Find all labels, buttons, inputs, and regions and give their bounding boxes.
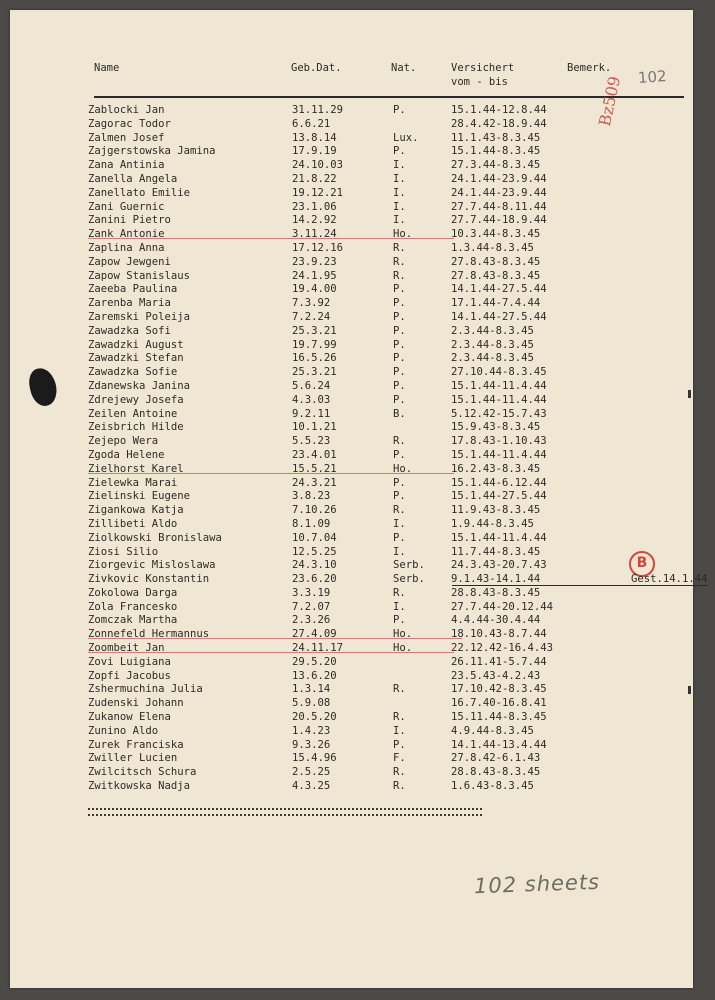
- row-insured-period: 11.1.43-8.3.45: [451, 131, 541, 144]
- row-insured-period: 15.1.44-6.12.44: [451, 476, 547, 489]
- row-dob: 5.9.08: [292, 697, 331, 710]
- row-nationality: P.: [393, 352, 406, 365]
- row-nationality: P.: [393, 614, 406, 627]
- row-nationality: I.: [393, 200, 406, 213]
- header-insured-sub: vom - bis: [451, 76, 508, 88]
- row-name: Zaplina Anna: [88, 241, 165, 254]
- row-name: Zomczak Martha: [88, 614, 178, 627]
- row-name: Zgoda Helene: [88, 448, 165, 461]
- row-nationality: R.: [393, 241, 406, 254]
- header-remarks: Bemerk.: [567, 62, 612, 74]
- row-nationality: Serb.: [393, 559, 425, 572]
- row-dob: 15.4.96: [292, 752, 337, 765]
- row-nationality: P.: [393, 104, 406, 116]
- row-nationality: I.: [393, 600, 406, 613]
- table-row: [10, 352, 693, 366]
- row-insured-period: 26.11.41-5.7.44: [451, 655, 547, 668]
- row-dob: 3.11.24: [292, 228, 337, 241]
- row-name: Zapow Jewgeni: [88, 255, 171, 268]
- table-row: [10, 283, 693, 297]
- table-row: [10, 725, 693, 739]
- table-row: [10, 173, 693, 187]
- row-dob: 7.3.92: [292, 297, 331, 310]
- table-row: [10, 325, 693, 339]
- row-nationality: P.: [393, 324, 406, 337]
- row-nationality: R.: [393, 780, 406, 793]
- table-row: [10, 463, 693, 477]
- table-row: [10, 752, 693, 766]
- row-insured-period: 27.7.44-20.12.44: [451, 600, 554, 613]
- row-insured-period: 11.7.44-8.3.45: [451, 545, 541, 558]
- row-dob: 6.6.21: [292, 117, 331, 130]
- row-nationality: F.: [393, 752, 406, 765]
- row-insured-period: 24.1.44-23.9.44: [451, 172, 547, 185]
- row-insured-period: 2.3.44-8.3.45: [451, 324, 534, 337]
- row-dob: 8.1.09: [292, 517, 331, 530]
- row-insured-period: 17.8.43-1.10.43: [451, 435, 547, 448]
- row-insured-period: 27.8.43-8.3.45: [451, 255, 541, 268]
- row-dob: 19.4.00: [292, 283, 337, 296]
- row-nationality: P.: [393, 338, 406, 351]
- row-dob: 17.12.16: [292, 241, 344, 254]
- table-row: [10, 256, 693, 270]
- row-dob: 4.3.25: [292, 780, 331, 793]
- row-insured-period: 15.1.44-11.4.44: [451, 531, 547, 544]
- row-nationality: P.: [393, 448, 406, 461]
- row-insured-period: 16.2.43-8.3.45: [451, 462, 541, 475]
- row-name: Zwilcitsch Schura: [88, 766, 197, 779]
- row-nationality: Ho.: [393, 228, 413, 241]
- row-nationality: P.: [393, 366, 406, 379]
- row-insured-period: 15.1.44-27.5.44: [451, 490, 547, 503]
- row-dob: 31.11.29: [292, 104, 344, 116]
- row-insured-period: 15.1.44-12.8.44: [451, 104, 547, 116]
- table-row: [10, 518, 693, 532]
- row-nationality: I.: [393, 724, 406, 737]
- header-insured: Versichert: [451, 62, 515, 74]
- row-dob: 10.7.04: [292, 531, 337, 544]
- row-dob: 19.12.21: [292, 186, 344, 199]
- row-dob: 25.3.21: [292, 324, 337, 337]
- row-name: Zablocki Jan: [88, 104, 165, 116]
- row-name: Zank Antonie: [88, 228, 165, 241]
- row-name: Zawadzki Stefan: [88, 352, 184, 365]
- row-name: Zopfi Jacobus: [88, 669, 171, 682]
- row-dob: 21.8.22: [292, 172, 337, 185]
- row-dob: 16.5.26: [292, 352, 337, 365]
- row-nationality: P.: [393, 531, 406, 544]
- row-name: Ziorgevic Misloslawa: [88, 559, 216, 572]
- row-name: Zanellato Emilie: [88, 186, 191, 199]
- red-circle-stamp: B: [629, 551, 655, 577]
- row-nationality: P.: [393, 490, 406, 503]
- row-nationality: P.: [393, 310, 406, 323]
- table-row: [10, 214, 693, 228]
- table-row: [10, 449, 693, 463]
- row-name: Ziolkowski Bronislawa: [88, 531, 222, 544]
- row-name: Zudenski Johann: [88, 697, 184, 710]
- row-insured-period: 15.1.44-11.4.44: [451, 448, 547, 461]
- row-name: Zdanewska Janina: [88, 379, 191, 392]
- row-insured-period: 2.3.44-8.3.45: [451, 352, 534, 365]
- row-dob: 23.9.23: [292, 255, 337, 268]
- row-name: Zajgerstowska Jamina: [88, 145, 216, 158]
- row-name: Zshermuchina Julia: [88, 683, 203, 696]
- red-handwritten-code: Bz509: [595, 74, 625, 128]
- row-nationality: I.: [393, 172, 406, 185]
- row-nationality: R.: [393, 586, 406, 599]
- row-insured-period: 9.1.43-14.1.44: [451, 573, 541, 586]
- row-dob: 3.8.23: [292, 490, 331, 503]
- row-dob: 1.3.14: [292, 683, 331, 696]
- table-row: [10, 408, 693, 422]
- row-dob: 13.8.14: [292, 131, 337, 144]
- red-strike-line: [88, 638, 462, 639]
- red-strike-line: [88, 652, 454, 653]
- row-insured-period: 14.1.44-27.5.44: [451, 283, 547, 296]
- row-dob: 9.2.11: [292, 407, 331, 420]
- row-dob: 13.6.20: [292, 669, 337, 682]
- row-nationality: R.: [393, 504, 406, 517]
- row-insured-period: 27.10.44-8.3.45: [451, 366, 547, 379]
- row-nationality: Ho.: [393, 462, 413, 475]
- table-row: [10, 656, 693, 670]
- table-row: [10, 394, 693, 408]
- table-row: [10, 573, 708, 587]
- row-nationality: R.: [393, 766, 406, 779]
- row-insured-period: 11.9.43-8.3.45: [451, 504, 541, 517]
- row-insured-period: 14.1.44-27.5.44: [451, 310, 547, 323]
- row-name: Zielewka Marai: [88, 476, 178, 489]
- row-insured-period: 28.8.43-8.3.45: [451, 766, 541, 779]
- table-row: [10, 670, 693, 684]
- row-name: Zagorac Todor: [88, 117, 171, 130]
- row-nationality: Ho.: [393, 628, 413, 641]
- row-insured-period: 1.6.43-8.3.45: [451, 780, 534, 793]
- table-row: [10, 270, 693, 284]
- row-name: Zivkovic Konstantin: [88, 573, 210, 586]
- row-name: Zarenba Maria: [88, 297, 171, 310]
- row-dob: 23.4.01: [292, 448, 337, 461]
- table-row: [10, 201, 693, 215]
- closing-rule: [88, 808, 482, 816]
- row-insured-period: 27.7.44-18.9.44: [451, 214, 547, 227]
- row-dob: 9.3.26: [292, 738, 331, 751]
- row-dob: 24.3.21: [292, 476, 337, 489]
- row-insured-period: 27.8.42-6.1.43: [451, 752, 541, 765]
- red-strike-line: [88, 238, 454, 239]
- row-name: Zaeeba Paulina: [88, 283, 178, 296]
- row-nationality: Ho.: [393, 642, 413, 655]
- row-nationality: P.: [393, 379, 406, 392]
- row-nationality: R.: [393, 435, 406, 448]
- row-name: Zoombeit Jan: [88, 642, 165, 655]
- table-row: [10, 159, 693, 173]
- register-table: [10, 104, 708, 794]
- row-dob: 24.1.95: [292, 269, 337, 282]
- pencil-page-count: 102: [637, 67, 668, 87]
- row-dob: 24.10.03: [292, 159, 344, 172]
- header-name: Name: [94, 62, 120, 74]
- row-dob: 7.2.07: [292, 600, 331, 613]
- row-dob: 7.10.26: [292, 504, 337, 517]
- row-name: Zawadzki August: [88, 338, 184, 351]
- row-nationality: B.: [393, 407, 406, 420]
- row-name: Zielhorst Karel: [88, 462, 184, 475]
- row-insured-period: 2.3.44-8.3.45: [451, 338, 534, 351]
- table-row: [10, 104, 693, 118]
- row-nationality: P.: [393, 297, 406, 310]
- row-dob: 7.2.24: [292, 310, 331, 323]
- row-insured-period: 17.1.44-7.4.44: [451, 297, 541, 310]
- row-nationality: I.: [393, 517, 406, 530]
- row-name: Zaremski Poleija: [88, 310, 191, 323]
- row-insured-period: 27.3.44-8.3.45: [451, 159, 541, 172]
- table-row: [10, 532, 693, 546]
- table-row: [10, 477, 693, 491]
- red-strike-line: [88, 473, 454, 474]
- row-name: Zdrejewy Josefa: [88, 393, 184, 406]
- row-insured-period: 28.8.43-8.3.45: [451, 586, 541, 599]
- row-remark: Gest.14.1.44: [631, 573, 708, 586]
- row-nationality: P.: [393, 283, 406, 296]
- row-insured-period: 22.12.42-16.4.43: [451, 642, 554, 655]
- row-insured-period: 23.5.43-4.2.43: [451, 669, 541, 682]
- row-dob: 24.3.10: [292, 559, 337, 572]
- row-dob: 23.6.20: [292, 573, 337, 586]
- table-row: [10, 780, 693, 794]
- table-row: [10, 297, 693, 311]
- row-dob: 23.1.06: [292, 200, 337, 213]
- row-insured-period: 4.4.44-30.4.44: [451, 614, 541, 627]
- table-row: [10, 145, 693, 159]
- row-insured-period: 17.10.42-8.3.45: [451, 683, 547, 696]
- row-insured-period: 15.9.43-8.3.45: [451, 421, 541, 434]
- row-insured-period: 15.1.44-11.4.44: [451, 393, 547, 406]
- table-row: [10, 242, 693, 256]
- row-name: Zigankowa Katja: [88, 504, 184, 517]
- row-insured-period: 14.1.44-13.4.44: [451, 738, 547, 751]
- table-row: [10, 683, 693, 697]
- row-insured-period: 4.9.44-8.3.45: [451, 724, 534, 737]
- row-insured-period: 15.1.44-8.3.45: [451, 145, 541, 158]
- row-insured-period: 5.12.42-15.7.43: [451, 407, 547, 420]
- table-row: [10, 380, 693, 394]
- row-name: Zana Antinia: [88, 159, 165, 172]
- row-name: Zunino Aldo: [88, 724, 159, 737]
- row-name: Zeisbrich Hilde: [88, 421, 184, 434]
- row-dob: 2.3.26: [292, 614, 331, 627]
- table-row: [10, 490, 693, 504]
- row-name: Zejepo Wera: [88, 435, 159, 448]
- row-dob: 17.9.19: [292, 145, 337, 158]
- table-row: [10, 132, 693, 146]
- row-dob: 12.5.25: [292, 545, 337, 558]
- row-name: Zonnefeld Hermannus: [88, 628, 210, 641]
- row-name: Zukanow Elena: [88, 711, 171, 724]
- row-nationality: I.: [393, 159, 406, 172]
- row-name: Zwiller Lucien: [88, 752, 178, 765]
- row-name: Zawadzka Sofi: [88, 324, 171, 337]
- row-name: Zokolowa Darga: [88, 586, 178, 599]
- table-row: [10, 642, 693, 656]
- row-dob: 1.4.23: [292, 724, 331, 737]
- row-name: Zawadzka Sofie: [88, 366, 178, 379]
- table-row: [10, 339, 693, 353]
- row-name: Zanini Pietro: [88, 214, 171, 227]
- row-nationality: I.: [393, 186, 406, 199]
- row-nationality: I.: [393, 545, 406, 558]
- row-name: Zalmen Josef: [88, 131, 165, 144]
- row-dob: 19.7.99: [292, 338, 337, 351]
- sheets-annotation: 102 sheets: [473, 869, 601, 899]
- row-dob: 27.4.09: [292, 628, 337, 641]
- row-insured-period: 16.7.40-16.8.41: [451, 697, 547, 710]
- row-name: Zovi Luigiana: [88, 655, 171, 668]
- row-name: Zapow Stanislaus: [88, 269, 191, 282]
- row-nationality: Lux.: [393, 131, 419, 144]
- row-insured-period: 27.8.43-8.3.45: [451, 269, 541, 282]
- row-name: Zola Francesko: [88, 600, 178, 613]
- row-nationality: Serb.: [393, 573, 425, 586]
- row-dob: 15.5.21: [292, 462, 337, 475]
- table-row: [10, 559, 693, 573]
- row-name: Zanella Angela: [88, 172, 178, 185]
- row-insured-period: 15.11.44-8.3.45: [451, 711, 547, 724]
- row-insured-period: 28.4.42-18.9.44: [451, 117, 547, 130]
- table-row: [10, 587, 693, 601]
- row-name: Zillibeti Aldo: [88, 517, 178, 530]
- header-dob: Geb.Dat.: [291, 62, 342, 74]
- row-nationality: R.: [393, 683, 406, 696]
- row-dob: 14.2.92: [292, 214, 337, 227]
- header-rule: [94, 96, 684, 98]
- row-nationality: R.: [393, 269, 406, 282]
- row-insured-period: 24.1.44-23.9.44: [451, 186, 547, 199]
- row-dob: 5.6.24: [292, 379, 331, 392]
- table-row: [10, 711, 693, 725]
- table-row: [10, 697, 693, 711]
- table-row: [10, 228, 693, 242]
- row-dob: 5.5.23: [292, 435, 331, 448]
- row-nationality: P.: [393, 145, 406, 158]
- row-nationality: R.: [393, 255, 406, 268]
- row-nationality: I.: [393, 214, 406, 227]
- row-insured-period: 24.3.43-20.7.43: [451, 559, 547, 572]
- row-name: Zwitkowska Nadja: [88, 780, 191, 793]
- row-dob: 10.1.21: [292, 421, 337, 434]
- header-nat: Nat.: [391, 62, 417, 74]
- table-row: [10, 421, 693, 435]
- table-row: [10, 504, 693, 518]
- table-row: [10, 187, 693, 201]
- table-row: [10, 311, 693, 325]
- table-row: [10, 546, 693, 560]
- row-nationality: P.: [393, 738, 406, 751]
- row-name: Zurek Franciska: [88, 738, 184, 751]
- row-insured-period: 15.1.44-11.4.44: [451, 379, 547, 392]
- row-insured-period: 27.7.44-8.11.44: [451, 200, 547, 213]
- row-name: Ziosi Silio: [88, 545, 159, 558]
- row-dob: 4.3.03: [292, 393, 331, 406]
- document-page: [10, 10, 708, 988]
- table-row: [10, 628, 693, 642]
- row-insured-period: 10.3.44-8.3.45: [451, 228, 541, 241]
- row-name: Zani Guernic: [88, 200, 165, 213]
- table-row: [10, 118, 693, 132]
- row-dob: 2.5.25: [292, 766, 331, 779]
- table-row: [10, 766, 693, 780]
- row-dob: 3.3.19: [292, 586, 331, 599]
- row-name: Zielinski Eugene: [88, 490, 191, 503]
- row-dob: 25.3.21: [292, 366, 337, 379]
- row-nationality: R.: [393, 711, 406, 724]
- row-nationality: P.: [393, 393, 406, 406]
- row-dob: 29.5.20: [292, 655, 337, 668]
- row-insured-period: 1.3.44-8.3.45: [451, 241, 534, 254]
- table-row: [10, 614, 693, 628]
- table-row: [10, 601, 693, 615]
- row-name: Zeilen Antoine: [88, 407, 178, 420]
- row-nationality: P.: [393, 476, 406, 489]
- row-dob: 20.5.20: [292, 711, 337, 724]
- table-row: [10, 366, 693, 380]
- row-dob: 24.11.17: [292, 642, 344, 655]
- table-row: [10, 739, 693, 753]
- table-row: [10, 435, 693, 449]
- row-insured-period: 18.10.43-8.7.44: [451, 628, 547, 641]
- row-insured-period: 1.9.44-8.3.45: [451, 517, 534, 530]
